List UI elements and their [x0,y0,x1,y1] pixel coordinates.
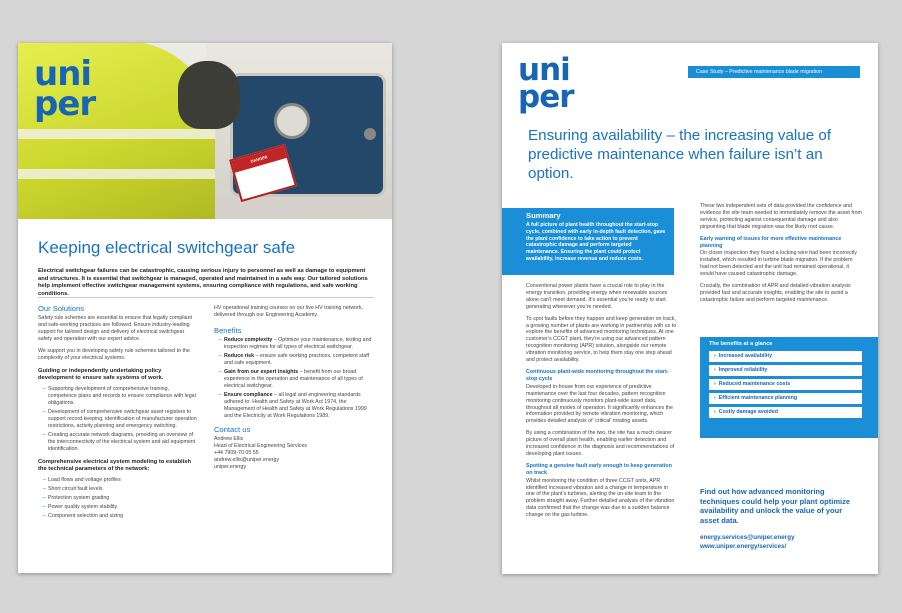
list-item: – Supporting development of comprehensive training, competence plans and records to ensure compliance with legal obligations. [43,386,198,407]
modeling-list [38,477,198,520]
flyer-title: Ensuring availability – the increasing value of predictive maintenance when failure isn’t an option. [528,127,832,182]
guiding-list [38,386,198,453]
benefit-title: Gain from our expert insights [224,369,299,375]
logo-line-2: per [518,79,574,115]
flyer-title: Keeping electrical switchgear safe [38,238,296,257]
danger-tag-band: DANGER [232,146,287,172]
contact-role: Head of Electrical Engineering Services [214,443,308,449]
intro-text: Electrical switchgear failures can be catastrophic, causing serious injury to personnel as well as damage to equipment and structures. It is essential that switchgear is managed, operated and maintained in a safe way. Our tailored solutions help implement effective switchgear management systems, ensuring compliance with regulations, and safe working conditions. [38,268,368,297]
solutions-text-2: We support you in developing safety rule schemes tailored to the complexity of your electrical systems. [38,348,190,361]
contact-block [700,533,795,552]
body-paragraph: Conventional power plants have a crucial role to play in the energy transition, providing energy when renewable sources alone can’t meet demand. It’s essential you’re ready to start generating whenever you’re needed. [526,283,668,310]
knob-icon [364,128,376,140]
contact-email[interactable]: andrew.ellis@uniper.energy [214,457,280,463]
list-item: – Component selection and sizing [43,513,198,520]
benefit-item: › Efficient maintenance planning [709,393,862,404]
summary-heading: Summary [526,211,561,220]
list-item [219,369,374,390]
benefit-text: – benefit from our broad experience in the operation and maintenance of all types of electrical switchgear. [224,369,363,389]
body-paragraph: Crucially, the combination of APR and detailed vibration analysis provided fast and accurate insights, enabling the site to avoid a catastrophic failure and perform targeted maintenance. [700,283,851,303]
left-flyer-page [18,43,392,573]
dial-icon [274,103,310,139]
solutions-text: Safety rule schemes are essential to ensure that legally compliant and safe-working practices are followed. Ensure industry-leading support for tailored design and delivery of electrical switchgear safety and operation with our expert advice. [38,315,192,342]
hero-photo [18,43,392,219]
glove [178,61,240,129]
benefit-item: › Costly damage avoided [709,407,862,418]
benefit-text: – all legal and engineering standards adhered to: Health and Safety at Work Act 1974, the Management of Health and Safety at Work Regulations 1999 and the Electricity at Work Regulations 1989. [224,392,367,419]
contact-web[interactable]: uniper.energy [214,464,247,470]
summary-box [502,208,674,275]
summary-text: A full picture of plant health throughout the start-stop cycle, combined with early in-depth fault detection, gave the plant confidence to take action to prevent catastrophic damage and perform targeted maintenance. Ensuring the plant could protect availability, increase revenue and reduce costs. [526,222,666,262]
vest-stripe [18,169,215,179]
benefit-text: – Optimize your maintenance, testing and inspection regimes for all types of electrical switchgear. [224,337,372,350]
benefits-box [700,337,878,438]
call-to-action: Find out how advanced monitoring techniques could help your plant optimize availability and unlock the value of your asset data. [700,487,851,525]
logo-line-2: per [34,84,96,124]
body-paragraph: On closer inspection they found a locking wire had been incorrectly installed, which resulted in turbine blade migration. If the problem had not been detected and the unit had remained operational, it would have caused catastrophic damage. [700,250,857,278]
benefit-item: › Reduced maintenance costs [709,379,862,390]
benefits-heading: The benefits at a glance [709,341,773,347]
left-column [38,305,198,522]
list-item [219,353,374,367]
uniper-logo [518,52,574,115]
logo-line-1: uni [518,52,570,88]
body-left-column [526,283,678,524]
right-flyer-page [502,43,878,574]
guiding-heading: Guiding or independently undertaking policy development to ensure safe systems of work. [38,368,164,382]
benefit-title: Reduce risk [224,353,255,359]
benefits-list [214,337,374,420]
benefit-text: – ensure safe working practices, competent staff and safe equipment. [224,353,370,366]
benefit-item: › Increased availability [709,351,862,362]
body-paragraph: To spot faults before they happen and keep generation on track, a growing number of plants are working in partnership with us to explore the benefits of advanced monitoring techniques. At one customer’s CCGT plant, they’re using our advanced pattern recognition monitoring (APR) solution, alongside our remote vibration monitoring service, to help them stay one step ahead and protect availability. [526,315,677,364]
benefits-heading: Benefits [214,326,242,335]
body-right-column [700,203,862,309]
divider [38,297,374,298]
list-item: – Creating accurate network diagrams, providing an overview of the interconnectivity of the electrical system and aid equipment identification. [43,432,198,453]
modeling-heading: Comprehensive electrical system modeling to establish the technical parameters of the network: [38,458,192,473]
uniper-logo [34,54,96,124]
list-item [219,392,374,420]
body-subheading: Continuous plant-wide monitoring throughout the start-stop cycle [526,368,669,382]
contact-name: Andrew Ellis [214,436,244,442]
list-item: – Power quality system stability [43,504,198,511]
list-item [219,337,374,351]
list-item: – Load flows and voltage profiles [43,477,198,484]
right-column [214,305,374,471]
vest-stripe [18,129,215,139]
contact-web[interactable]: www.uniper.energy/services/ [700,543,787,551]
list-item: – Protection system grading [43,495,198,502]
benefit-title: Reduce complexity [224,337,273,343]
benefit-title: Ensure compliance [224,392,273,398]
list-item: – Short circuit fault levels [43,486,198,493]
body-paragraph: By using a combination of the two, the site has a much clearer picture of overall plant health, enabling earlier detection and increased confidence in the diagnosis and recommendations of developing plant issues. [526,430,675,457]
body-paragraph: Whilst monitoring the condition of three CCGT units, APR identified increased vibration and a change in temperature in one of the plant’s turbines, alerting the on-site team to the problem straight away. Further detailed analysis of the vibration data confirmed that the change was due to a sudden balance change on the gas turbine. [526,477,675,519]
body-subheading: Spotting a genuine fault early enough to keep generation on track [526,462,672,476]
case-study-band: Case Study – Predictive maintenance blade migration [688,66,860,78]
body-paragraph: Developed in-house from our experience of predictive maintenance over the last four decades, pattern recognition monitoring continuously monitors plant-wide asset data, throughout all modes of operation. It significantly enhances the information provided by remote vibration monitoring, which provides detailed analysis of ‘critical’ rotating assets. [526,383,673,425]
training-text: HV operational training courses on our live HV training network, delivered through our Engineering Academy. [214,305,363,318]
contact-heading: Contact us [214,425,251,434]
contact-email[interactable]: energy.services@uniper.energy [700,534,795,541]
list-item: – Development of comprehensive switchgear asset registers to support record keeping, identification of manufacturer operation restrictions, activity planning and emergency switching. [43,409,198,430]
body-paragraph: These two independent sets of data provided the confidence and evidence the site team needed to immediately remove the asset from service, protecting against consequential damage and also pinpointing that blade migration was the likely root cause. [700,203,862,230]
contact-phone: +44 7909-70 05 55 [214,450,259,456]
logo-line-1: uni [34,54,92,94]
our-solutions-heading: Our Solutions [38,304,85,313]
benefit-item: › Improved reliability [709,365,862,376]
body-subheading: Early warning of issues for more effective maintenance planning [700,235,842,249]
